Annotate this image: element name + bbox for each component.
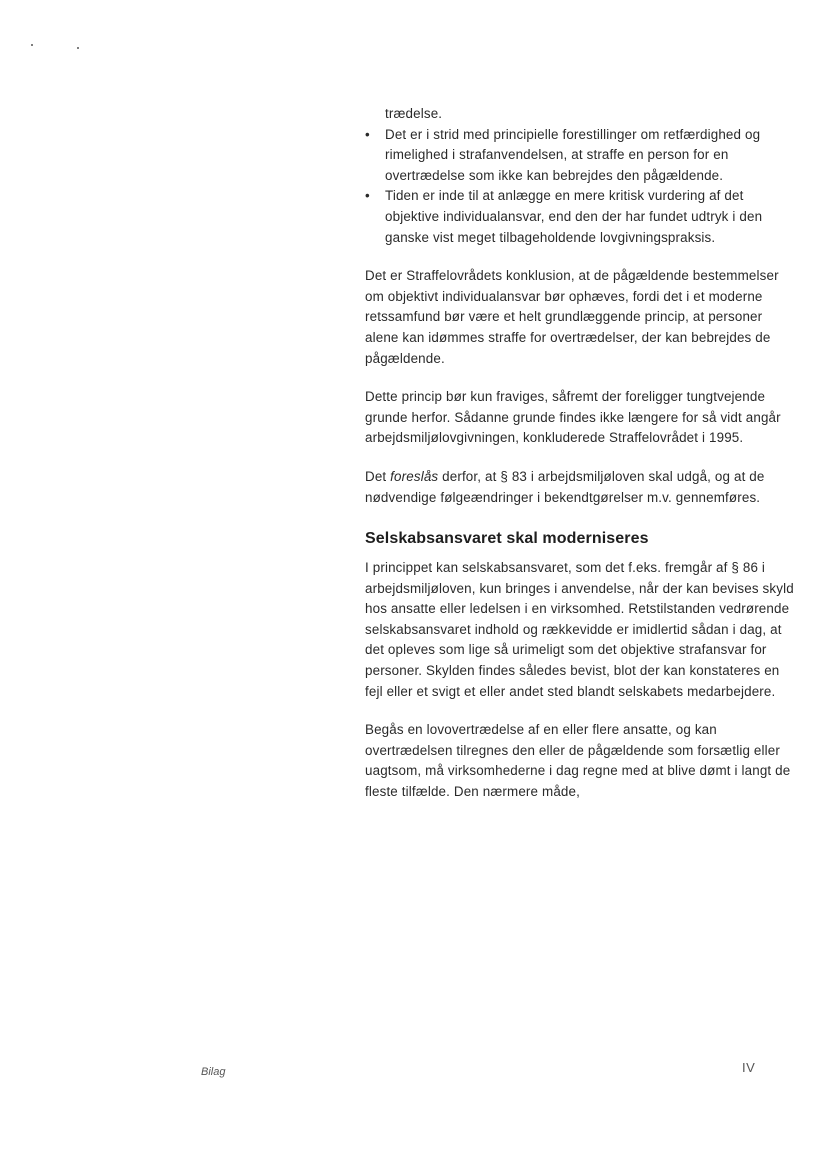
bullet-item [365, 125, 797, 187]
paragraph-proposal [365, 467, 797, 508]
bullet-list [365, 125, 797, 249]
bullet-text: Tiden er inde til at anlægge en mere kritisk vurdering af det objektive individualansvar, end den der har fundet udtryk i den ganske vist meget tilbageholdende lovgivningspraksis. [385, 188, 763, 245]
bullet-marker: • [365, 126, 370, 142]
paragraph-conclusion: Det er Straffelovrådets konklusion, at de pågældende bestemmelser om objektivt individualansvar bør ophæves, fordi det i et moderne retssamfund bør være et helt grundlæggende princip, at personer alene kan idømmes straffe for overtrædelser, der kan bebrejdes de pågældende. [365, 268, 779, 366]
scan-speck [31, 44, 33, 46]
bullet-item [365, 186, 797, 248]
bullet-text: Det er i strid med principielle forestillinger om retfærdighed og rimelighed i strafanvendelsen, at straffe en person for en overtrædelse som ikke kan bebrejdes den pågældende. [385, 126, 761, 183]
proposal-text-end: derfor, at § 83 i arbejdsmiljøloven skal udgå, og at de nødvendige følgeændringer i bekendtgørelser m.v. gennemføres. [365, 468, 765, 505]
scan-speck [77, 47, 79, 49]
bullet-marker: • [365, 188, 370, 204]
proposal-text-start: Det [365, 468, 391, 484]
paragraph-principle: Dette princip bør kun fraviges, såfremt der foreligger tungtvejende grunde herfor. Sådanne grunde findes ikke længere for så vidt angår arbejdsmiljølovgivningen, konkluderede Straffelovrådet i 1995. [365, 389, 781, 446]
paragraph-violations: Begås en lovovertrædelse af en eller flere ansatte, og kan overtrædelsen tilregnes den eller de pågældende som forsætlig eller uagtsom, må virksomhederne i dag regne med at blive dømt i langt de fleste tilfælde. Den nærmere måde, [365, 722, 791, 800]
continued-text: trædelse. [385, 106, 443, 121]
page-number: IV [742, 1060, 756, 1075]
footer-label: Bilag [201, 1066, 226, 1078]
body-column [365, 104, 797, 803]
proposal-emphasis: foreslås [390, 468, 439, 484]
section-heading: Selskabsansvaret skal moderniseres [365, 530, 649, 548]
paragraph-company-liability: I princippet kan selskabsansvaret, som det f.eks. fremgår af § 86 i arbejdsmiljøloven, kun bringes i anvendelse, når der kan bevises skyld hos ansatte eller ledelsen i en virksomhed. Retstilstanden vedrørende selskabsansvaret indhold og rækkevidde er imidlertid sådan i dag, at det opleves som lige så urimeligt som det objektive strafansvar for personer. Skylden findes således bevist, blot der kan konstateres en fejl eller et svigt et eller andet sted blandt selskabets medarbejdere. [365, 560, 794, 699]
